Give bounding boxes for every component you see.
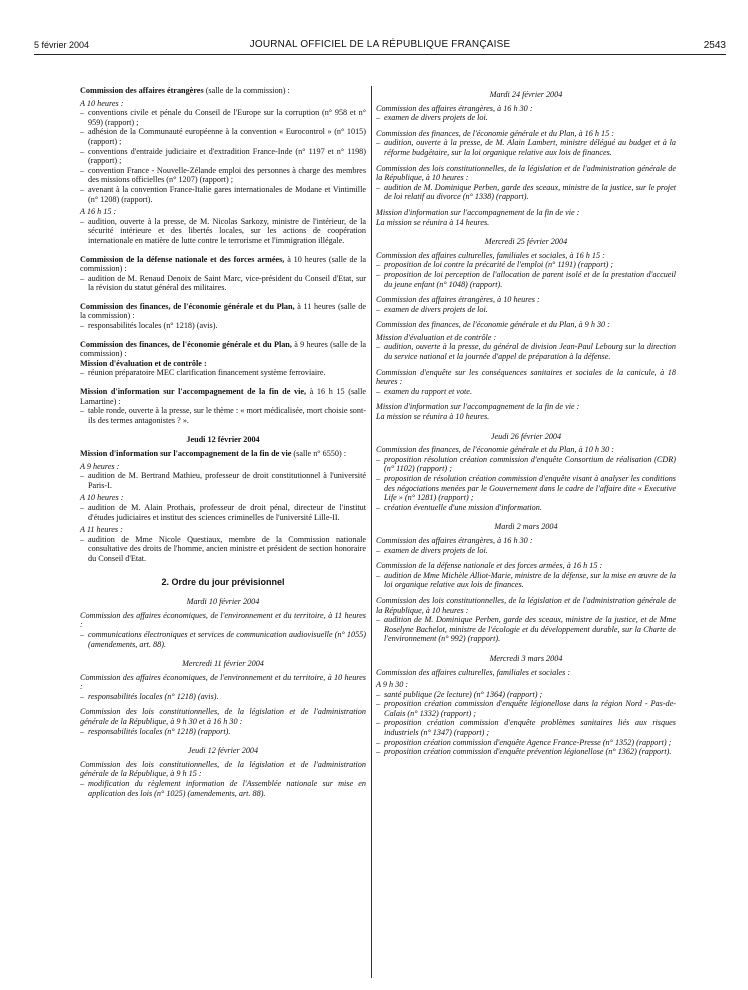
agenda-item: [376, 455, 676, 474]
dash-bullet: –: [80, 691, 85, 701]
agenda-item: [376, 699, 676, 718]
committee-line: Commission des finances, de l'économie générale et du Plan, à 10 h 30 :: [376, 445, 615, 455]
dash-bullet: –: [80, 127, 85, 137]
committee-line: Commission des lois constitutionnelles, de la législation et de l'administration générale de la République, à 10 heures :: [376, 163, 676, 183]
dash-bullet: –: [376, 342, 381, 352]
agenda-item: [80, 535, 366, 564]
day-heading: Mercredi 3 mars 2004: [489, 653, 563, 663]
dash-bullet: –: [376, 570, 381, 580]
section-heading: 2. Ordre du jour prévisionnel: [161, 576, 285, 587]
agenda-item: [376, 342, 676, 361]
agenda-item: [376, 270, 676, 289]
agenda-item: [80, 166, 366, 185]
agenda-item: [80, 147, 366, 166]
header-page-number: 2543: [703, 40, 726, 51]
committee-heading: Commission des finances, de l'économie générale et du Plan, à 11 heures (salle de la commission) :: [80, 301, 367, 321]
agenda-item-text: réunion préparatoire MEC clarification financement système ferroviaire.: [88, 368, 326, 378]
dash-bullet: –: [80, 629, 85, 639]
agenda-item: [80, 368, 366, 378]
agenda-list: [80, 321, 366, 331]
time-heading: A 9 heures :: [80, 461, 120, 471]
agenda-list: [80, 471, 366, 490]
agenda-item: [80, 321, 366, 331]
agenda-item-text: santé publique (2e lecture) (n° 1364) (rapport) ;: [384, 689, 543, 699]
dash-bullet: –: [80, 502, 85, 512]
agenda-item-text: responsabilités locales (n° 1218) (avis).: [88, 321, 218, 331]
dash-bullet: –: [376, 737, 381, 747]
agenda-item-text: examen du rapport et vote.: [384, 386, 472, 396]
dash-bullet: –: [376, 269, 381, 279]
dash-bullet: –: [80, 368, 85, 378]
agenda-list: [80, 727, 366, 737]
time-heading: A 10 heures :: [80, 493, 124, 503]
dash-bullet: –: [376, 138, 381, 148]
agenda-list: [376, 546, 676, 556]
committee-heading: Commission de la défense nationale et des forces armées, à 10 heures (salle de la commission) :: [80, 254, 366, 274]
agenda-item-text: conventions civile et pénale du Conseil de l'Europe sur la corruption (n° 958 et n° 959) (rapport) ;: [88, 108, 366, 127]
time-heading: A 11 heures :: [80, 525, 123, 535]
agenda-item: [376, 138, 676, 157]
agenda-item: [80, 185, 366, 204]
committee-line: Commission des affaires étrangères, à 16 h 30 :: [376, 535, 533, 545]
committee-line: Commission de la défense nationale et des forces armées, à 16 h 15 :: [376, 561, 603, 571]
header-date: 5 février 2004: [34, 40, 90, 50]
committee-line: Mission d'information sur l'accompagnement de la fin de vie :: [376, 207, 580, 217]
agenda-list: [376, 260, 676, 289]
committee-line: Commission des finances, de l'économie générale et du Plan, à 9 h 30 :: [376, 320, 610, 330]
agenda-item: [376, 546, 676, 556]
agenda-item-text: examen de divers projets de loi.: [384, 113, 488, 123]
agenda-item-text: table ronde, ouverte à la presse, sur le thème : « mort médicalisée, mort choisie sont-ils des termes antagonistes ? ».: [88, 406, 366, 425]
agenda-item: [80, 779, 366, 798]
agenda-item-text: audition de M. Alain Prothais, professeur de droit pénal, directeur de l'institut d'études judiciaires et institut des sciences criminelles de l'université Lille-II.: [88, 502, 366, 522]
day-heading: Mercredi 11 février 2004: [182, 659, 264, 669]
agenda-item-text: convention France - Nouvelle-Zélande emploi des personnes à charge des membres des missions officielles (n° 1207) (rapport) ;: [88, 165, 366, 185]
agenda-list: [376, 342, 676, 361]
dash-bullet: –: [376, 718, 381, 728]
agenda-item-text: création éventuelle d'une mission d'information.: [384, 502, 542, 512]
dash-bullet: –: [80, 146, 85, 156]
column-divider: [371, 86, 372, 978]
agenda-item: [376, 738, 676, 748]
agenda-item: [376, 747, 676, 757]
agenda-item-text: audition de M. Dominique Perben, garde des sceaux, ministre de la justice, sur le projet de loi relatif au divorce (n° 1338) (rapport).: [384, 182, 676, 202]
dash-bullet: –: [80, 273, 85, 283]
agenda-item: [80, 217, 366, 246]
agenda-item-text: conventions d'entraide judiciaire et d'extradition France-Inde (n° 1197 et n° 1198) (rapport) ;: [88, 146, 366, 166]
agenda-list: [376, 455, 676, 513]
agenda-item-text: audition, ouverte à la presse, de M. Nicolas Sarkozy, ministre de l'intérieur, de la sécurité intérieure et des libertés locales, sur les actions de coopération internationale en matière de lutte contre le terrorisme et l'immigration illégale.: [88, 216, 366, 245]
agenda-item-text: proposition création commission d'enquête problèmes sanitaires liés aux risques industriels (n° 1347) (rapport) ;: [384, 718, 676, 738]
agenda-item-text: proposition création commission d'enquête prévention légionellose (n° 1362) (rapport).: [384, 747, 672, 757]
agenda-item: [376, 690, 676, 700]
agenda-item-text: modification du règlement information de l'Assemblée nationale sur mise en application des lois (n° 1025) (amendements, art. 88).: [88, 779, 366, 798]
agenda-item-text: proposition de loi perception de l'allocation de parent isolé et de la prestation d'accueil du jeune enfant (n° 1048) (rapport).: [384, 269, 676, 289]
agenda-item-text: proposition résolution création commission d'enquête Consortium de réalisation (CDR) (n° 1102) (rapport) ;: [384, 454, 676, 474]
header-title: JOURNAL OFFICIEL DE LA RÉPUBLIQUE FRANÇAISE: [249, 39, 511, 50]
agenda-item: [376, 503, 676, 513]
agenda-item: [376, 718, 676, 737]
agenda-item: [376, 305, 676, 315]
committee-line: Commission des finances, de l'économie générale et du Plan, à 16 h 15 :: [376, 128, 615, 138]
agenda-item-text: audition, ouverte à la presse, du général de division Jean-Paul Lebourg sur la direction du service national et la journée d'appel de préparation à la défense.: [384, 342, 676, 362]
dash-bullet: –: [376, 699, 381, 709]
agenda-item: [376, 474, 676, 503]
agenda-list: [80, 368, 366, 378]
agenda-list: [80, 406, 366, 425]
agenda-item-text: proposition de résolution création commission d'enquête visant à analyser les conditions des négociations menées par le Gouvernement dans le cadre de l'affaire dite « Executive Life » (n° 1281) (rapport) ;: [384, 474, 676, 503]
agenda-item: [80, 274, 366, 293]
agenda-item-text: audition de M. Dominique Perben, garde des sceaux, ministre de la justice, et de Mme Roselyne Bachelot, ministre de l'écologie et du développement durable, sur la Charte de l'environnement (n° 992) (rapport).: [384, 615, 676, 644]
dash-bullet: –: [376, 454, 381, 464]
agenda-item-text: examen de divers projets de loi.: [384, 545, 488, 555]
agenda-item: [80, 406, 366, 425]
time-heading: A 16 h 15 :: [80, 207, 117, 217]
committee-line: Commission des affaires économiques, de l'environnement et du territoire, à 10 heures :: [80, 672, 366, 692]
agenda-item: [376, 615, 676, 644]
agenda-item: [80, 630, 366, 649]
agenda-item: [80, 108, 366, 127]
dash-bullet: –: [376, 502, 381, 512]
time-heading: A 10 heures :: [80, 98, 124, 108]
agenda-list: [80, 630, 366, 649]
committee-line: Commission des affaires étrangères, à 10 heures :: [376, 295, 540, 305]
dash-bullet: –: [80, 534, 85, 544]
agenda-item-text: adhésion de la Communauté européenne à la convention « Eurocontrol » (n° 1015) (rapport) ;: [88, 127, 366, 146]
day-heading: Mardi 24 février 2004: [489, 90, 563, 99]
agenda-list: [376, 387, 676, 397]
agenda-item: [80, 471, 366, 490]
agenda-list: [376, 305, 676, 315]
agenda-list: [80, 503, 366, 522]
agenda-item-text: proposition création commission d'enquête Agence France-Presse (n° 1352) (rapport) ;: [384, 737, 672, 747]
agenda-item: [80, 503, 366, 522]
dash-bullet: –: [376, 386, 381, 396]
committee-line: Commission des affaires culturelles, familiales et sociales, à 16 h 15 :: [376, 250, 605, 260]
agenda-item: [376, 571, 676, 590]
dash-bullet: –: [80, 406, 85, 416]
day-heading: Jeudi 12 février 2004: [186, 435, 260, 445]
agenda-item-text: avenant à la convention France-Italie gares internationales de Modane et Vintimille (n° 1208) (rapport).: [88, 184, 366, 204]
agenda-item: [80, 692, 366, 702]
agenda-list: [80, 108, 366, 204]
agenda-list: [376, 138, 676, 157]
committee-heading: Commission des finances, de l'économie générale et du Plan, à 9 heures (salle de la commission) :: [80, 339, 366, 359]
agenda-list: [80, 692, 366, 702]
committee-line: Commission des lois constitutionnelles, de la législation et de l'administration générale de la République, à 10 heures :: [376, 595, 676, 615]
committee-line: Commission des lois constitutionnelles, de la législation et de l'administration générale de la République, à 9 h 30 et à 16 h 30 :: [80, 707, 366, 727]
agenda-item-text: audition de M. Bertrand Mathieu, professeur de droit constitutionnel à l'université Paris-I.: [88, 471, 366, 490]
agenda-list: [80, 217, 366, 246]
committee-line: Mission d'évaluation et de contrôle :: [376, 332, 497, 342]
agenda-item: [80, 727, 366, 737]
dash-bullet: –: [80, 184, 85, 194]
committee-line: Commission des affaires étrangères, à 16 h 30 :: [376, 103, 533, 113]
agenda-list: [376, 571, 676, 590]
dash-bullet: –: [376, 182, 381, 192]
time-heading: A 9 h 30 :: [376, 680, 409, 690]
agenda-item-text: audition de Mme Nicole Questiaux, membre de la Commission nationale consultative des droits de l'homme, ancien ministre et président de section honoraire du Conseil d'Etat.: [88, 534, 366, 563]
right-column: [376, 86, 676, 757]
committee-line: Commission des affaires économiques, de l'environnement et du territoire, à 11 heures :: [80, 610, 366, 630]
committee-line: La mission se réunira à 10 heures.: [376, 412, 490, 422]
agenda-list: [80, 274, 366, 293]
agenda-item: [376, 113, 676, 123]
committee-line: Commission d'enquête sur les conséquences sanitaires et sociales de la canicule, à 18 heures :: [376, 367, 676, 387]
day-heading: Jeudi 26 février 2004: [490, 431, 562, 441]
agenda-item: [80, 127, 366, 146]
agenda-item-text: audition de Mme Michèle Alliot-Marie, ministre de la défense, sur la mise en œuvre de la loi organique relative aux lois de finances.: [384, 570, 676, 590]
agenda-item-text: responsabilités locales (n° 1218) (avis).: [88, 691, 219, 701]
agenda-item-text: audition de M. Renaud Denoix de Saint Marc, vice-président du Conseil d'Etat, sur la révision du statut général des militaires.: [88, 273, 366, 293]
dash-bullet: –: [376, 113, 381, 123]
committee-line: La mission se réunira à 14 heures.: [376, 217, 490, 227]
day-heading: Mardi 2 mars 2004: [494, 522, 558, 532]
dash-bullet: –: [376, 545, 381, 555]
dash-bullet: –: [80, 471, 85, 481]
agenda-item: [376, 387, 676, 397]
dash-bullet: –: [80, 726, 85, 736]
agenda-list: [80, 779, 366, 798]
day-heading: Mercredi 25 février 2004: [484, 237, 568, 247]
dash-bullet: –: [376, 260, 381, 270]
dash-bullet: –: [376, 474, 381, 483]
page-header: [34, 38, 726, 55]
dash-bullet: –: [80, 165, 85, 175]
committee-heading: Commission des affaires étrangères (salle de la commission) :: [80, 86, 290, 95]
dash-bullet: –: [376, 304, 381, 314]
committee-line: Mission d'information sur l'accompagnement de la fin de vie :: [376, 402, 580, 412]
agenda-item-text: responsabilités locales (n° 1218) (rapport).: [88, 726, 231, 736]
agenda-item-text: proposition création commission d'enquête légionellose dans la région Nord - Pas-de-Calais (n° 1332) (rapport) ;: [384, 699, 676, 718]
dash-bullet: –: [376, 615, 381, 625]
dash-bullet: –: [376, 689, 381, 699]
committee-heading: Mission d'information sur l'accompagnement de la fin de vie (salle n° 6550) :: [80, 449, 347, 458]
agenda-item-text: communications électroniques et services de communication audiovisuelle (n° 1055) (amendements, art. 88).: [88, 629, 366, 649]
dash-bullet: –: [376, 747, 381, 757]
agenda-list: [376, 690, 676, 757]
dash-bullet: –: [80, 216, 85, 226]
agenda-item: [376, 183, 676, 202]
agenda-list: [376, 183, 676, 202]
day-heading: Jeudi 12 février 2004: [187, 746, 259, 756]
agenda-item: [376, 260, 676, 270]
committee-line: Commission des lois constitutionnelles, de la législation et de l'administration générale de la République, à 9 h 15 :: [80, 759, 366, 779]
agenda-item-text: audition, ouverte à la presse, de M. Alain Lambert, ministre délégué au budget et à la réforme budgétaire, sur la loi organique relative aux lois de finances.: [384, 138, 676, 157]
dash-bullet: –: [80, 108, 85, 118]
dash-bullet: –: [80, 779, 85, 789]
agenda-list: [376, 615, 676, 644]
mission-heading: Mission d'évaluation et de contrôle :: [80, 358, 207, 368]
day-heading: Mardi 10 février 2004: [186, 597, 260, 607]
agenda-list: [376, 113, 676, 123]
agenda-item-text: examen de divers projets de loi.: [384, 304, 488, 314]
agenda-list: [80, 535, 366, 564]
dash-bullet: –: [80, 321, 85, 331]
committee-heading: Mission d'information sur l'accompagnement de la fin de vie, à 16 h 15 (salle Lamartine) :: [80, 387, 366, 406]
committee-line: Commission des affaires culturelles, familiales et sociales :: [376, 667, 571, 677]
agenda-item-text: proposition de loi contre la précarité de l'emploi (n° 1191) (rapport) ;: [384, 260, 614, 270]
left-column: [80, 86, 366, 798]
